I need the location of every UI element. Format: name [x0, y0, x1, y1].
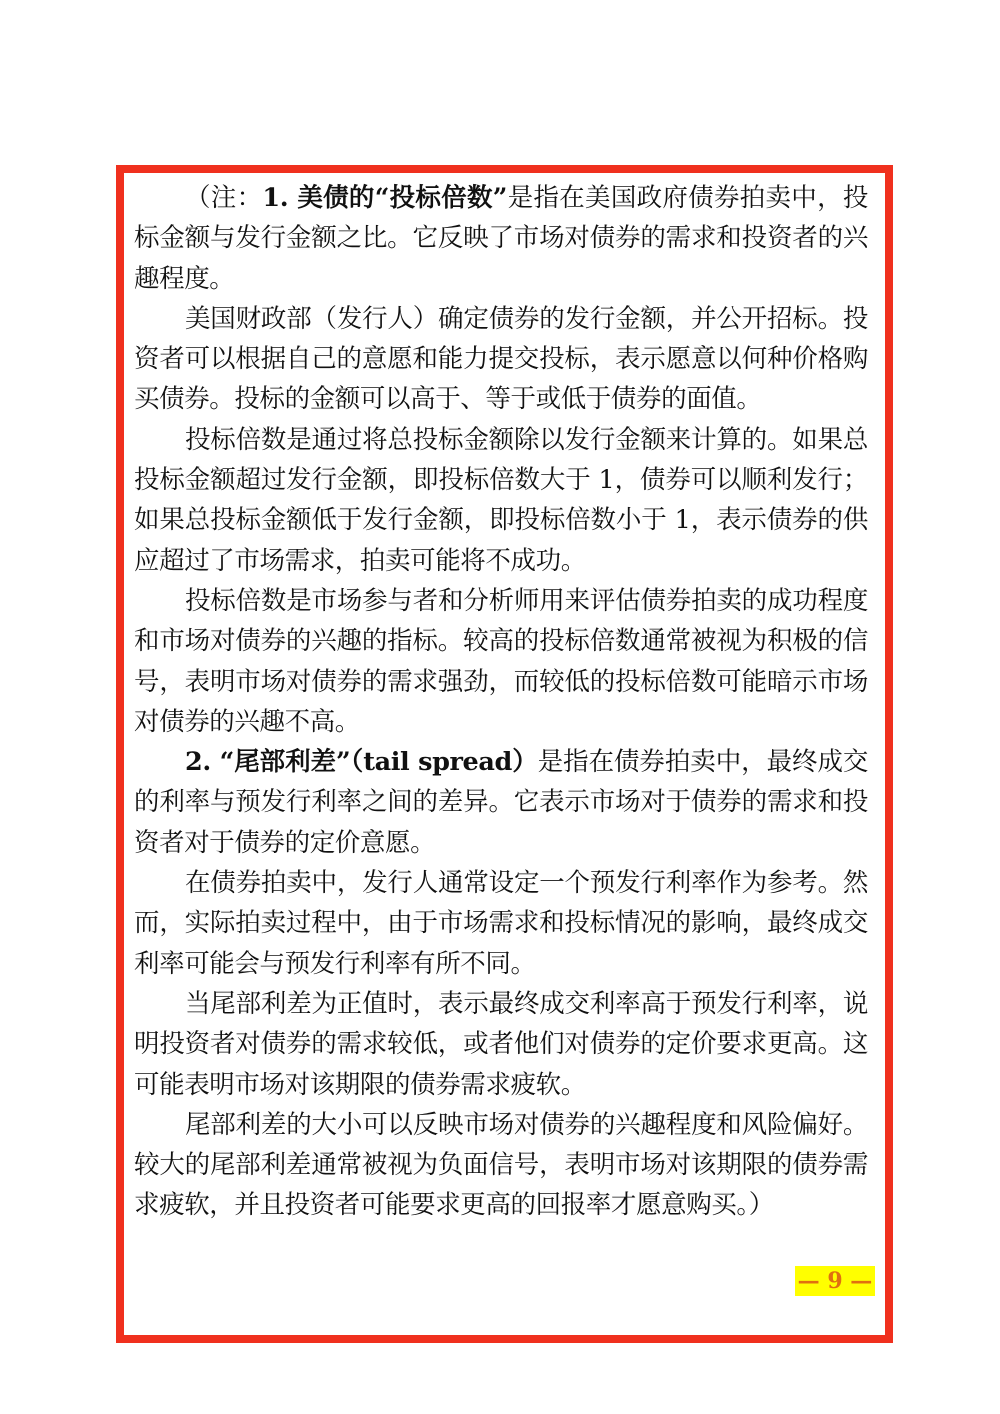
paragraph-issuance: 美国财政部（发行人）确定债券的发行金额，并公开招标。投资者可以根据自己的意愿和能力提交投标，表示愿意以何种价格购买债券。投标的金额可以高于、等于或低于债券的面值。 [134, 303, 868, 415]
paragraph-pre-issue-rate: 在债券拍卖中，发行人通常设定一个预发行利率作为参考。然而，实际拍卖过程中，由于市场需求和投标情况的影响，最终成交利率可能会与预发行利率有所不同。 [134, 868, 868, 979]
note-1-number: 1. [262, 183, 298, 213]
note-2-paragraph [134, 742, 868, 863]
paragraph-positive-tail: 当尾部利差为正值时，表示最终成交利率高于预发行利率，说明投资者对债券的需求较低，或者他们对债券的定价要求更高。这可能表明市场对该期限的债券需求疲软。 [134, 988, 868, 1100]
paragraph-indicator: 投标倍数是市场参与者和分析师用来评估债券拍卖的成功程度和市场对债券的兴趣的指标。较高的投标倍数通常被视为积极的信号，表明市场对债券的需求强劲，而较低的投标倍数可能暗示市场对债券的兴趣不高。 [134, 585, 868, 737]
paragraph-calculation: 投标倍数是通过将总投标金额除以发行金额来计算的。如果总投标金额超过发行金额，即投标倍数大于 1，债券可以顺利发行；如果总投标金额低于发行金额，即投标倍数小于 1，表示债券的供应超过了市场需求，拍卖可能将不成功。 [134, 424, 868, 576]
note-1-term: 美债的“投标倍数” [297, 183, 508, 213]
paragraph-tail-size: 尾部利差的大小可以反映市场对债券的兴趣程度和风险偏好。较大的尾部利差通常被视为负面信号，表明市场对该期限的债券需求疲软，并且投资者可能要求更高的回报率才愿意购买。） [134, 1109, 868, 1221]
page-number: — 9 — [795, 1266, 875, 1296]
note-2-term: 2. “尾部利差”（tail spread） [185, 747, 538, 778]
note-2-text: 是指在债券拍卖中，最终成交的利率与预发行利率之间的差异。它表示市场对于债券的需求和投资者对于债券的定价意愿。 [134, 747, 868, 858]
note-1-paragraph [134, 178, 868, 299]
note-1-text: 是指在美国政府债券拍卖中，投标金额与发行金额之比。它反映了市场对债券的需求和投资者的兴趣程度。 [134, 183, 868, 294]
note-1-open: （注： [185, 183, 263, 213]
notes-body [134, 178, 868, 1226]
